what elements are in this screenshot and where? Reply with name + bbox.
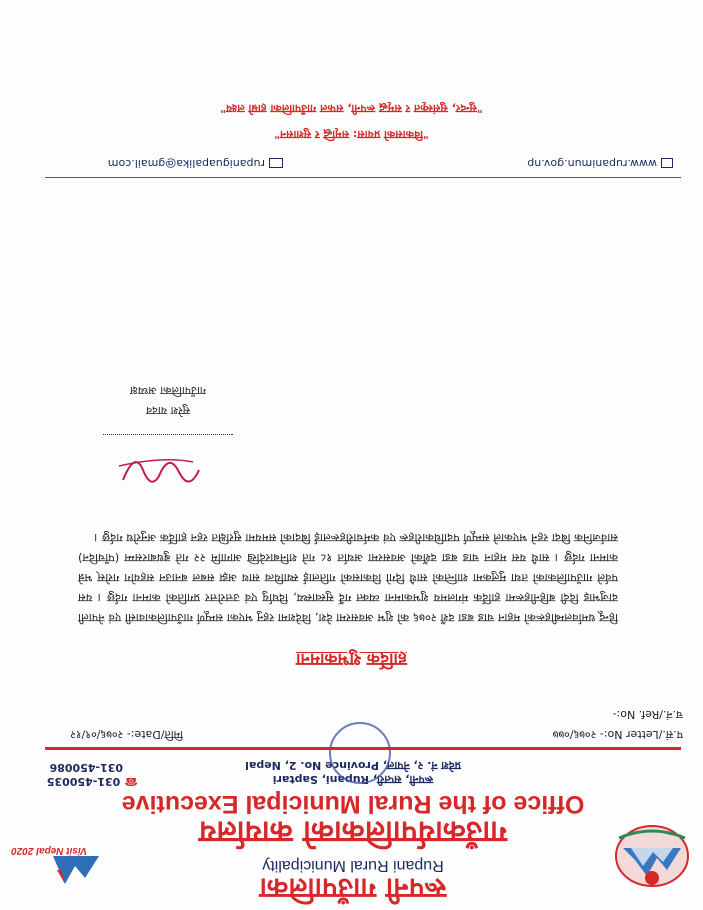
website-url[interactable]: www.rupanimun.gov.np xyxy=(527,157,657,170)
slogan-2: "सुन्दर, सुसंस्कृत र समृद्ध रूपनी, सफल गाउँपालिका हाम्रो लक्ष्य" xyxy=(220,102,483,115)
reference-number: च.नं./Ref. No:- xyxy=(612,708,683,721)
envelope-icon xyxy=(269,158,283,168)
letter-date: मिति/Date:- २०७६/०९/१२ xyxy=(70,728,183,741)
address-nepali: रूपनी, सप्तरी xyxy=(377,773,434,786)
address-english: Rupani, Saptari xyxy=(272,773,370,786)
slogan-1: "विकासको प्रयास: समृद्धि र सुशासन" xyxy=(274,128,429,141)
org-name-nepali: रूपनी गाउँपालिका xyxy=(259,872,447,905)
letter-number: प.सं./Letter No:- २०७६/०७७ xyxy=(552,728,683,741)
nepal-emblem-icon xyxy=(611,822,693,896)
phone-block xyxy=(47,760,138,788)
email-address[interactable]: rupaniguapalika@gmail.com xyxy=(107,157,265,170)
footer-divider xyxy=(45,177,681,178)
org-name-english: Rupani Rural Municipality xyxy=(262,857,444,874)
letter-body: हिन्दू धर्मावलम्बीहरूको महान चाड बडा दशैं २०७६ को शुभ अवसरमा देश, विदेशमा रहनु भएका सम्पूर्ण गाउँपालिकावासी एवं नेपाली दाजुभाइ दिदी बहिनीहरूमा हार्दिक मंगलमय शुभकामना व्यक्त गर्दै सुस्वास्थ्य, दिर्घायु एवं उत्तरोत्तर प्रगतिको कामना गर्दछु । यस पर्वले गाउँपालिकाको तथा मुलुकमा शान्तिको साथै दिगो विकासको गतिलाई स्थायित्व साथ अझ सबल बनाउन सहयोग गरोस् भन्ने कामना गर्दछु । साथै यस महान चाड बडा दशैंको अवसरमा अर्थात १८ गते शनिबारदेखि आगामि २२ गते बुधबारसम्म (पाँचदिन) सार्वजनिक बिदा रहने भएकाले सम्पूर्ण पदाधिकारीहरू एवं कर्मचारीहरूलाई बिदाको समयमा सुरक्षित रहन हार्दिक अनुरोध गर्दछु । xyxy=(78,531,618,625)
phone-1: 031-450035 xyxy=(46,775,121,788)
address-line-1: रूपनी, सप्तरी, Rupani, Saptari xyxy=(272,773,434,786)
office-name-nepali: गाउँकार्यपालिकाको कार्यालय xyxy=(199,814,508,849)
header-divider xyxy=(45,747,681,750)
province-nepali: प्रदेश नं. २, नेपाल xyxy=(386,759,461,772)
phone-2: 031-450086 xyxy=(49,761,123,774)
monitor-icon xyxy=(661,158,673,168)
phone-icon: ☎ xyxy=(124,775,138,788)
letter-subject: हार्दिक शुभकामना xyxy=(296,649,407,669)
handwritten-signature xyxy=(113,452,203,500)
office-name-english: Office of the Rural Municipal Executive xyxy=(121,790,585,818)
email xyxy=(108,157,283,170)
svg-text:Visit Nepal 2020: Visit Nepal 2020 xyxy=(11,845,87,856)
signatory-name: सुरेश यादव xyxy=(145,404,191,417)
office-stamp xyxy=(329,722,391,784)
website xyxy=(527,157,673,170)
signature-line xyxy=(103,434,233,435)
address-line-2: प्रदेश नं. २, नेपाल, Province No. 2, Nepal xyxy=(245,759,461,772)
signatory-title: गाउँपालिका अध्यक्ष xyxy=(129,384,207,397)
visit-nepal-logo xyxy=(11,845,105,896)
province-english: Province No. 2, Nepal xyxy=(245,759,379,772)
